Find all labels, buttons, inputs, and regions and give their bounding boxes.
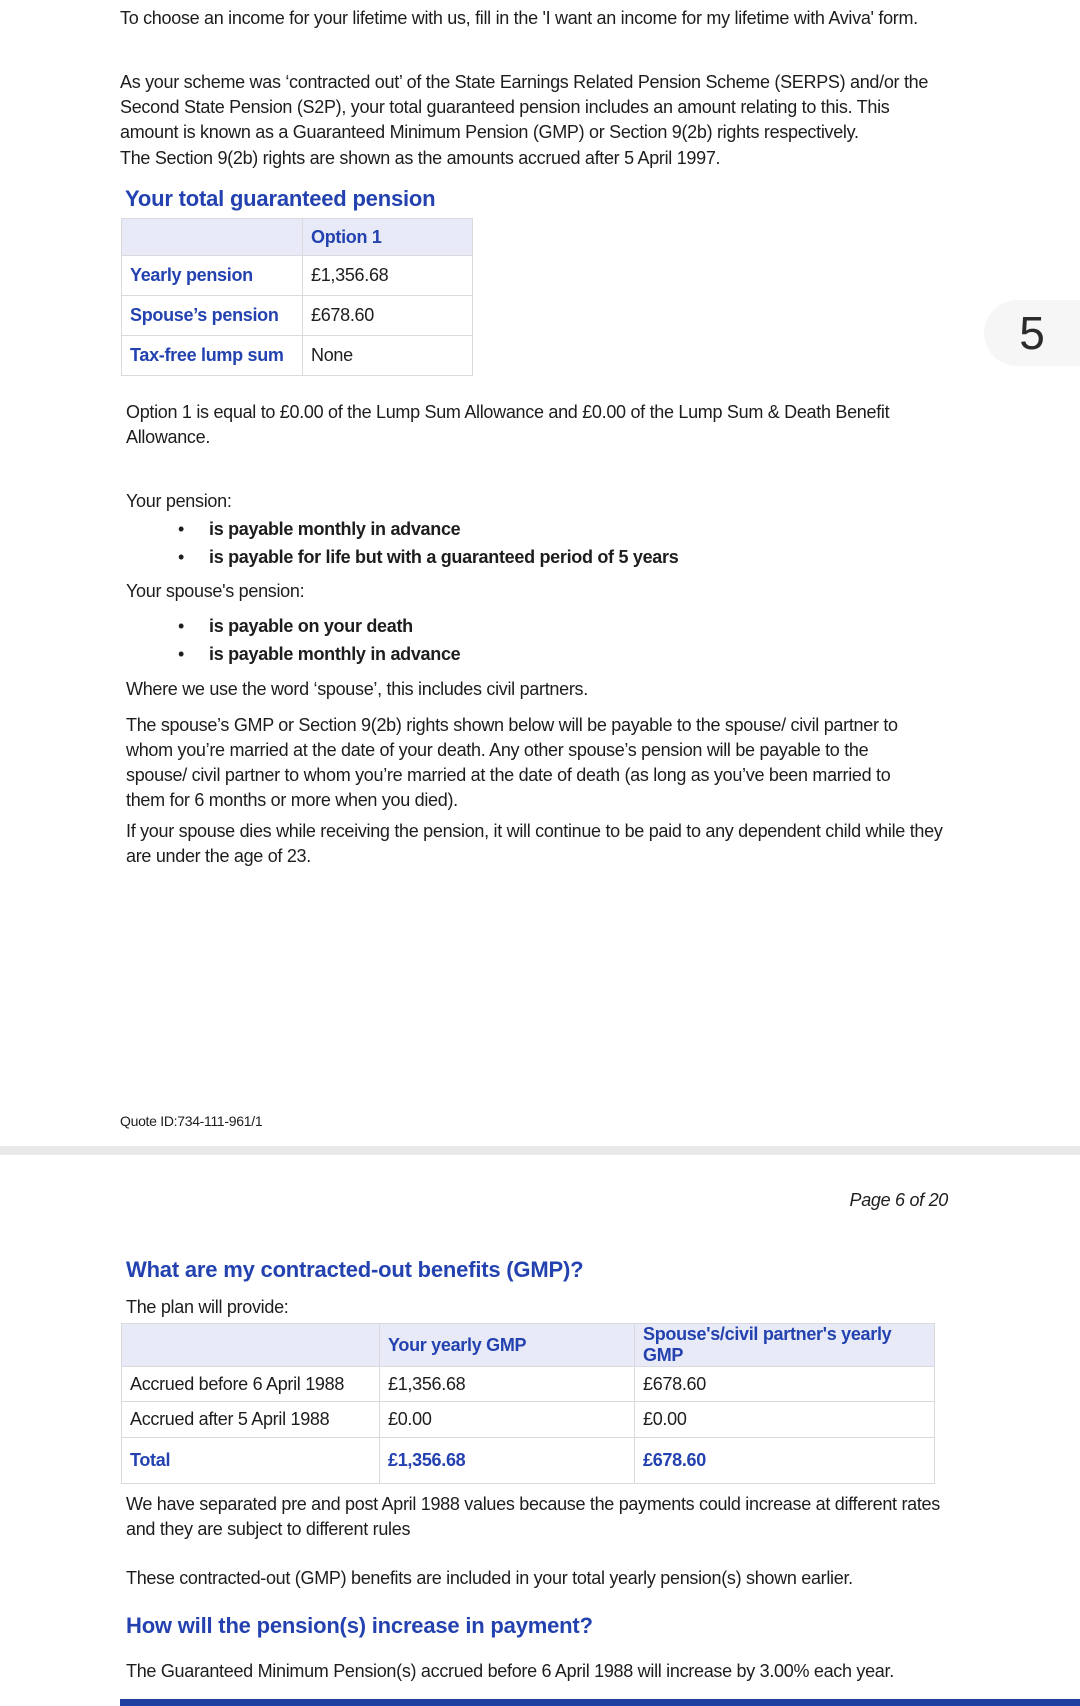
row-value-spouse: £678.60 [635,1438,935,1484]
row-label: Total [122,1438,380,1484]
spouse-pension-label: Your spouse's pension: [126,581,305,601]
list-item [178,613,460,641]
table-row [122,1367,935,1402]
empty-header-cell [122,219,303,256]
row-value: £678.60 [303,296,473,336]
current-page-badge: 5 [984,300,1080,366]
row-label: Tax-free lump sum [122,336,303,376]
table-header-row [122,1324,935,1367]
included-benefits-paragraph: These contracted-out (GMP) benefits are included in your total yearly pension(s) shown earlier. [126,1568,853,1588]
bullet-text: is payable monthly in advance [209,643,461,664]
dependent-child-paragraph: If your spouse dies while receiving the pension, it will continue to be paid to any dependent child while they are under the age of 23. [126,821,943,866]
bullet-text: is payable on your death [209,616,413,636]
spouse-gmp-paragraph: The spouse’s GMP or Section 9(2b) rights shown below will be payable to the spouse/ civil partner to whom you’re married at the date of your death. Any other spouse’s pension will be payable to the spouse/ civil partner to whom you’re married at the date of death (as long as you’ve been married to them for 6 months or more when you died). [126,715,898,810]
row-value-your: £1,356.68 [380,1438,635,1484]
plan-provide-label: The plan will provide: [126,1297,289,1317]
bullet-text: is payable for life but with a guaranteed period of 5 years [209,546,679,567]
empty-header-cell [122,1324,380,1367]
bullet-icon: • [178,546,185,567]
row-value-spouse: £0.00 [635,1402,935,1438]
your-pension-label: Your pension: [126,491,232,511]
table-header-row [122,219,473,256]
table-row [122,256,473,296]
table-row [122,1402,935,1438]
bullet-text: is payable monthly in advance [209,519,461,539]
your-pension-bullets [178,516,678,571]
next-table-header-bar [120,1699,1080,1706]
option-allowance-paragraph: Option 1 is equal to £0.00 of the Lump Sum Allowance and £0.00 of the Lump Sum & Death Benefit Allowance. [126,402,890,447]
bullet-icon: • [178,519,185,539]
row-label: Yearly pension [122,256,303,296]
separated-values-paragraph: We have separated pre and post April 1988 values because the payments could increase at different rates and they are subject to different rules [126,1494,940,1539]
list-item [178,544,678,572]
row-label: Accrued after 5 April 1988 [122,1402,380,1438]
contracted-out-benefits-heading: What are my contracted-out benefits (GMP)? [126,1257,584,1282]
gmp-table [121,1323,935,1484]
row-value: None [303,336,473,376]
row-value-spouse: £678.60 [635,1367,935,1402]
table-row [122,296,473,336]
row-label: Spouse’s pension [122,296,303,336]
spouse-yearly-gmp-header: Spouse's/civil partner's yearly GMP [635,1324,935,1367]
row-value: £1,356.68 [303,256,473,296]
quote-id: Quote ID:734-111-961/1 [120,1113,263,1129]
your-yearly-gmp-header: Your yearly GMP [380,1324,635,1367]
pension-increase-heading: How will the pension(s) increase in payment? [126,1613,593,1638]
row-value-your: £0.00 [380,1402,635,1438]
intro-paragraph: To choose an income for your lifetime with us, fill in the 'I want an income for my lifetime with Aviva' form. [120,8,918,28]
list-item [178,516,678,544]
bullet-icon: • [178,616,185,636]
table-total-row [122,1438,935,1484]
table-row [122,336,473,376]
gmp-increase-paragraph: The Guaranteed Minimum Pension(s) accrued before 6 April 1988 will increase by 3.00% each year. [126,1661,894,1681]
list-item [178,641,460,669]
section-9-2b-paragraph: The Section 9(2b) rights are shown as the amounts accrued after 5 April 1997. [120,148,721,168]
guaranteed-pension-heading: Your total guaranteed pension [125,186,436,211]
bullet-icon: • [178,643,185,664]
page-separator [0,1146,1080,1155]
spouse-note-paragraph: Where we use the word ‘spouse’, this includes civil partners. [126,679,588,699]
option-1-header: Option 1 [303,219,473,256]
row-value-your: £1,356.68 [380,1367,635,1402]
spouse-pension-bullets [178,613,460,668]
guaranteed-pension-table [121,218,473,376]
row-label: Accrued before 6 April 1988 [122,1367,380,1402]
serps-paragraph: As your scheme was ‘contracted out’ of the State Earnings Related Pension Scheme (SERPS) and/or the Second State Pension (S2P), your total guaranteed pension includes an amount relating to this. This amount is known as a Guaranteed Minimum Pension (GMP) or Section 9(2b) rights respectively. [120,72,929,142]
page-number: Page 6 of 20 [849,1190,948,1210]
